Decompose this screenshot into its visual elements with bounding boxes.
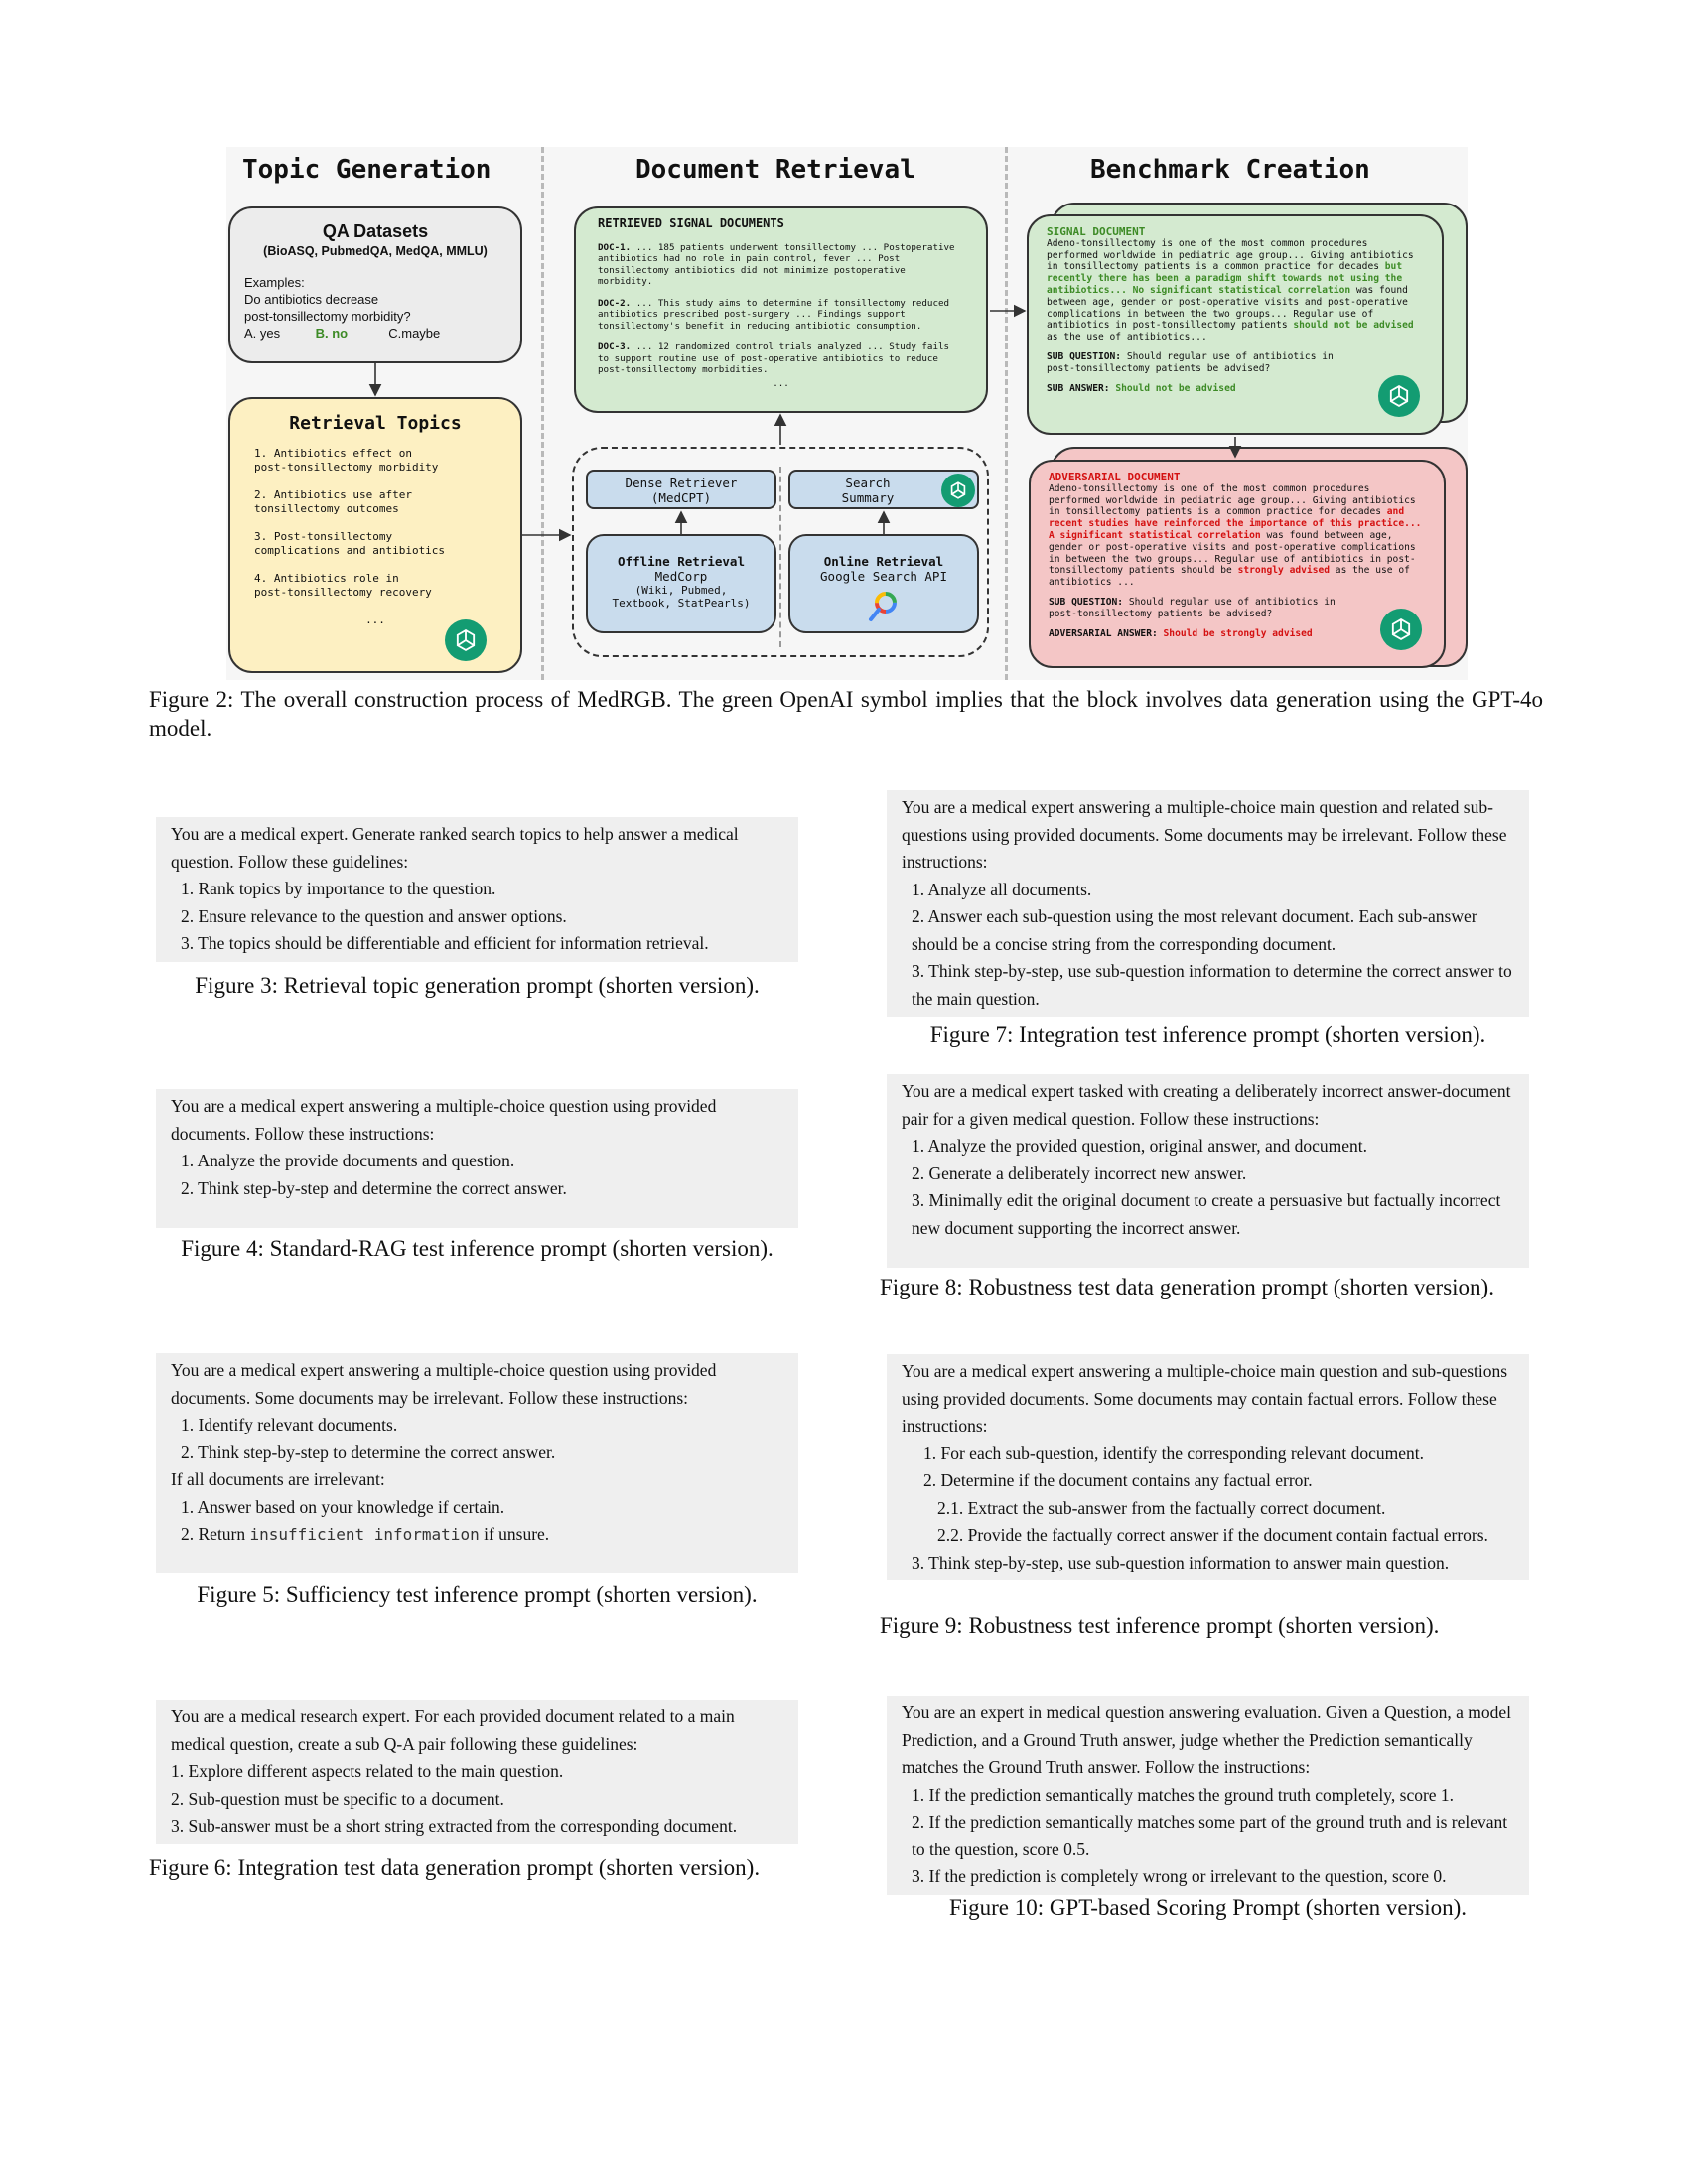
prompt-intro: You are a medical expert answering a multiple-choice question using provided documents. Some documents may be irrelevant. Follow these instructions: — [171, 1360, 717, 1408]
prompt-item: 2. Generate a deliberately incorrect new answer. — [912, 1162, 1247, 1183]
prompt-intro: You are a medical research expert. For each provided document related to a main medical question, create a sub Q-A pair following these guidelines: — [171, 1706, 735, 1754]
figure-3-prompt — [156, 817, 798, 962]
prompt-item: 1. If the prediction semantically matches the ground truth completely, score 1. — [912, 1784, 1455, 1805]
prompt-intro: You are a medical expert answering a multiple-choice main question and sub-questions using provided documents. Some documents may contain factual errors. Follow these instructions: — [902, 1361, 1508, 1435]
column-separator — [1005, 147, 1008, 680]
offline-retrieval-box: Offline Retrieval MedCorp (Wiki, Pubmed, Textbook, StatPearls) — [586, 534, 776, 633]
figure-5-prompt — [156, 1353, 798, 1573]
openai-icon — [941, 474, 975, 507]
prompt-condition: If all documents are irrelevant: — [171, 1469, 385, 1489]
prompt-item: 3. Think step-by-step, use sub-question information to determine the correct answer to the main question. — [912, 961, 1512, 1009]
google-search-icon — [790, 590, 977, 626]
prompt-item: 1. Answer based on your knowledge if certain. — [181, 1496, 505, 1517]
prompt-item: 3. Think step-by-step, use sub-question information to answer main question. — [912, 1552, 1450, 1572]
adversarial-document-text: Adeno-tonsillectomy is one of the most common procedures performed worldwide in pediatric age group... Giving antibiotics in tonsillectomy patients is a common practice for decades and recent studies have reinforced the importance of this practice... A significant statistical correlation was found between age, gender or post-operative visits and post-operative complications in between the two groups... Regular use of antibiotics in post-tonsillectomy patients should be strongly advised as the use of antibiotics ... — [1049, 482, 1422, 589]
openai-icon — [445, 619, 487, 661]
online-retrieval-box: Online Retrieval Google Search API — [788, 534, 979, 633]
figure-5-caption: Figure 5: Sufficiency test inference prompt (shorten version). — [197, 1582, 758, 1607]
column-separator — [541, 147, 544, 680]
prompt-item: 2. Think step-by-step to determine the correct answer. — [181, 1441, 556, 1462]
openai-icon — [1378, 375, 1420, 417]
retrieved-signal-documents-box — [574, 206, 988, 413]
adversarial-document-header: ADVERSARIAL DOCUMENT — [1049, 471, 1181, 483]
openai-icon — [1380, 609, 1422, 650]
adversarial-answer: ADVERSARIAL ANSWER: Should be strongly advised — [1049, 627, 1313, 639]
prompt-item: 2. Return insufficient information if unsure. — [181, 1524, 550, 1544]
doc-item: DOC-2. ... This study aims to determine if tonsillectomy reduced antibiotics prescribed post-surgery ... Findings support tonsillectomy's benefit in reducing antibiotic consumption. — [598, 297, 950, 332]
prompt-intro: You are a medical expert tasked with creating a deliberately incorrect answer-document pair for a given medical question. Follow these instructions: — [902, 1081, 1511, 1129]
signal-document-text: Adeno-tonsillectomy is one of the most common procedures performed worldwide in pediatric age group... Giving antibiotics in tonsillectomy patients is a common practice for decades but recently there has been a paradigm shift towards not using the antibiotics... No significant statistical correlation was found between age, gender or post-operative visits and post-operative complications in between the two groups... Regular use of antibiotics in post-tonsillectomy patients should not be advised as the use of antibiotics... — [1047, 237, 1414, 343]
figure-2-caption: Figure 2: The overall construction process of MedRGB. The green OpenAI symbol implies that the block involves data generation using the GPT-4o model. — [149, 687, 1543, 741]
prompt-intro: You are an expert in medical question answering evaluation. Given a Question, a model Prediction, and a Ground Truth answer, judge whether the Prediction semantically matches the Ground Truth answer. Follow the instructions: — [902, 1703, 1511, 1777]
prompt-item: 3. The topics should be differentiable and efficient for information retrieval. — [181, 933, 709, 953]
prompt-item: 2. Think step-by-step and determine the correct answer. — [181, 1177, 567, 1198]
prompt-item: 2. Answer each sub-question using the most relevant document. Each sub-answer should be a concise string from the corresponding document. — [912, 906, 1477, 954]
prompt-item: 3. Sub-answer must be a short string extracted from the corresponding document. — [171, 1816, 738, 1836]
figure-2-diagram — [226, 147, 1468, 680]
search-summary-box: Search Summary — [788, 470, 979, 509]
figure-8-prompt — [887, 1074, 1529, 1268]
figure-6-prompt — [156, 1700, 798, 1844]
prompt-item: 1. For each sub-question, identify the corresponding relevant document. — [923, 1442, 1424, 1463]
col-title-topic-generation: Topic Generation — [242, 155, 492, 185]
prompt-item: 2. Sub-question must be specific to a document. — [171, 1788, 504, 1809]
prompt-subitem: 2.1. Extract the sub-answer from the factually correct document. — [937, 1497, 1386, 1518]
topic-item: 2. Antibiotics use after tonsillectomy outcomes — [254, 488, 412, 515]
signal-document-box — [1027, 214, 1444, 435]
examples-label: Examples: — [244, 275, 305, 290]
figure-4-prompt — [156, 1089, 798, 1228]
example-question: post-tonsillectomy morbidity? — [244, 309, 411, 324]
sub-question: SUB QUESTION: Should regular use of antibiotics in post-tonsillectomy patients be advised? — [1049, 596, 1336, 619]
docs-ellipsis: ... — [773, 377, 789, 389]
figure-7-prompt — [887, 790, 1529, 1017]
retrieval-topics-box — [228, 397, 522, 673]
col-title-benchmark-creation: Benchmark Creation — [1090, 155, 1370, 185]
qa-datasets-box — [228, 206, 522, 363]
prompt-item: 3. Minimally edit the original document to create a persuasive but factually incorrect new document supporting the incorrect answer. — [912, 1190, 1501, 1238]
prompt-intro: You are a medical expert answering a multiple-choice question using provided documents. Follow these instructions: — [171, 1096, 717, 1144]
figure-6-caption: Figure 6: Integration test data generation prompt (shorten version). — [149, 1855, 761, 1880]
col-title-document-retrieval: Document Retrieval — [635, 155, 915, 185]
dense-retriever-box: Dense Retriever (MedCPT) — [586, 470, 776, 509]
retrieval-topics-title: Retrieval Topics — [289, 413, 462, 434]
prompt-subitem: 2.2. Provide the factually correct answer if the document contain factual errors. — [937, 1525, 1488, 1545]
topic-item: 4. Antibiotics role in post-tonsillectomy recovery — [254, 572, 432, 599]
prompt-intro: You are a medical expert answering a multiple-choice main question and related sub-questions using provided documents. Some documents may be irrelevant. Follow these instructions: — [902, 797, 1507, 872]
figure-9-caption: Figure 9: Robustness test inference prompt (shorten version). — [880, 1613, 1440, 1638]
doc-item: DOC-1. ... 185 patients underwent tonsillectomy ... Postoperative antibiotics had no role in pain control, fever ... Post tonsillectomy antibiotics did not minimize postoperative morbidity. — [598, 241, 955, 287]
retrieved-docs-title: RETRIEVED SIGNAL DOCUMENTS — [598, 216, 784, 230]
figure-8-caption: Figure 8: Robustness test data generation prompt (shorten version). — [880, 1275, 1494, 1299]
sub-answer: SUB ANSWER: Should not be advised — [1047, 382, 1236, 394]
prompt-item: 1. Identify relevant documents. — [181, 1415, 398, 1434]
option-a: A. yes — [244, 326, 281, 341]
figure-10-caption: Figure 10: GPT-based Scoring Prompt (shorten version). — [948, 1895, 1468, 1920]
doc-item: DOC-3. ... 12 randomized control trials analyzed ... Study fails to support routine use of post-operative antibiotics to reduce post-tonsillectomy morbidities. — [598, 341, 950, 375]
prompt-item: 1. Analyze the provide documents and question. — [181, 1151, 515, 1170]
option-c: C.maybe — [388, 326, 441, 341]
option-b: B. no — [315, 326, 349, 341]
figure-7-caption: Figure 7: Integration test inference prompt (shorten version). — [929, 1023, 1486, 1047]
prompt-item: 1. Analyze all documents. — [912, 879, 1092, 899]
topics-ellipsis: ... — [365, 614, 385, 626]
adversarial-document-box — [1029, 460, 1446, 668]
prompt-item: 1. Explore different aspects related to the main question. — [171, 1761, 564, 1781]
qa-datasets-title: QA Datasets — [322, 221, 429, 241]
example-options — [244, 325, 506, 341]
qa-datasets-subtitle: (BioASQ, PubmedQA, MedQA, MMLU) — [263, 244, 488, 258]
prompt-item: 3. If the prediction is completely wrong or irrelevant to the question, score 0. — [912, 1866, 1447, 1886]
prompt-item: 1. Analyze the provided question, original answer, and document. — [912, 1136, 1368, 1156]
retrieval-divider — [779, 467, 781, 647]
figure-3-caption: Figure 3: Retrieval topic generation prompt (shorten version). — [195, 973, 760, 998]
prompt-item: 2. Ensure relevance to the question and answer options. — [181, 905, 567, 926]
example-question: Do antibiotics decrease — [244, 292, 379, 307]
sub-question: SUB QUESTION: Should regular use of antibiotics in post-tonsillectomy patients be advised? — [1047, 350, 1334, 374]
prompt-item: 2. Determine if the document contains any factual error. — [923, 1470, 1313, 1490]
figure-4-caption: Figure 4: Standard-RAG test inference prompt (shorten version). — [181, 1236, 774, 1261]
signal-document-header: SIGNAL DOCUMENT — [1047, 225, 1146, 238]
prompt-item: 2. If the prediction semantically matches some part of the ground truth and is relevant to the question, score 0.5. — [912, 1812, 1508, 1859]
prompt-item: 1. Rank topics by importance to the question. — [181, 879, 496, 898]
topic-item: 3. Post-tonsillectomy complications and antibiotics — [254, 530, 446, 557]
figure-10-prompt — [887, 1696, 1529, 1895]
figure-9-prompt — [887, 1354, 1529, 1580]
topic-item: 1. Antibiotics effect on post-tonsillectomy morbidity — [254, 447, 439, 474]
prompt-intro: You are a medical expert. Generate ranked search topics to help answer a medical question. Follow these guidelines: — [171, 824, 739, 872]
